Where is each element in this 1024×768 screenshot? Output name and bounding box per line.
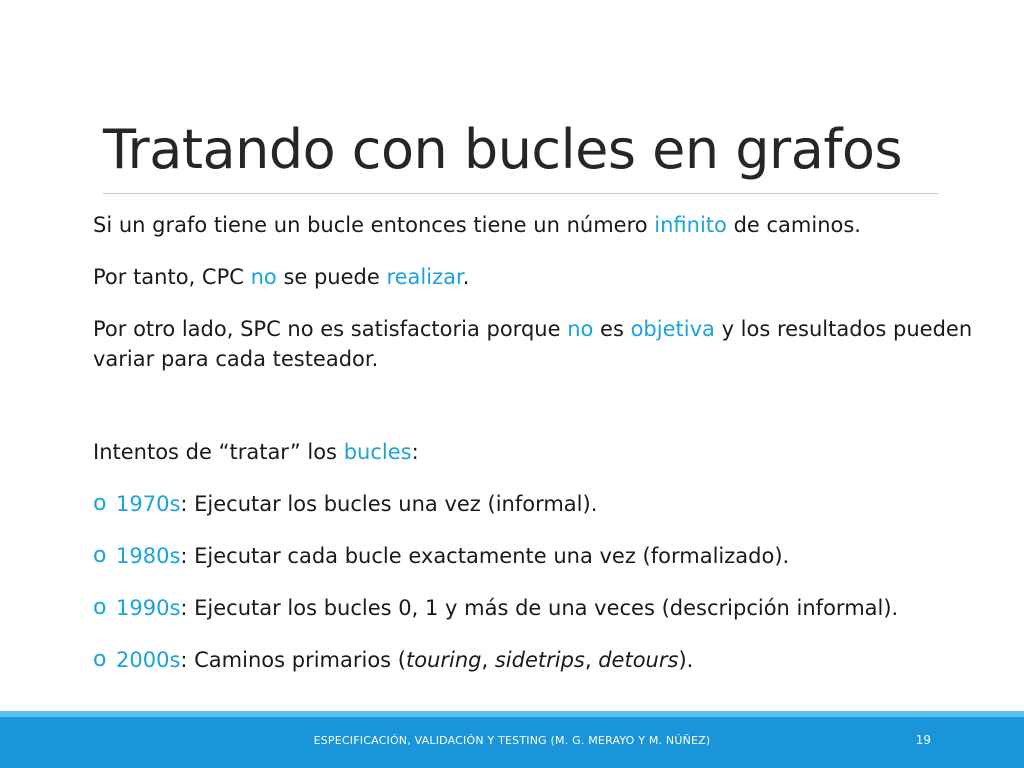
- text-run: es: [593, 317, 631, 341]
- paragraph-infinite-paths: [93, 210, 973, 240]
- highlight-no: no: [250, 265, 277, 289]
- bullet-circle-icon: o: [93, 491, 107, 516]
- highlight-no: no: [567, 317, 594, 341]
- bullet-circle-icon: o: [93, 647, 107, 672]
- slide-title: Tratando con bucles en grafos: [103, 118, 903, 181]
- bullet-circle-icon: o: [93, 595, 107, 620]
- footer-bar: [0, 717, 1024, 768]
- highlight-infinito: infinito: [654, 213, 727, 237]
- text-run: Por otro lado, SPC no es satisfactoria porque: [93, 317, 568, 341]
- text-run: Por tanto, CPC: [93, 265, 251, 289]
- bullet-year: 1990s: [116, 596, 181, 620]
- bullet-text: ,: [481, 648, 495, 672]
- list-item: [93, 541, 973, 571]
- bullet-text: : Ejecutar los bucles una vez (informal).: [180, 492, 598, 516]
- bullet-italic-detours: detours: [598, 648, 679, 672]
- paragraph-attempts: [93, 437, 973, 467]
- text-run: :: [411, 440, 419, 464]
- highlight-bucles: bucles: [343, 440, 412, 464]
- bullet-italic-sidetrips: sidetrips: [494, 648, 585, 672]
- text-run: y los resultados pueden variar para cada testeador.: [93, 317, 973, 371]
- text-run: de caminos.: [726, 213, 861, 237]
- text-run: .: [462, 265, 470, 289]
- bullet-text: : Ejecutar los bucles 0, 1 y más de una veces (descripción informal).: [180, 596, 899, 620]
- bullet-text: : Ejecutar cada bucle exactamente una vez (formalizado).: [180, 544, 790, 568]
- text-run: se puede: [276, 265, 387, 289]
- text-run: Si un grafo tiene un bucle entonces tiene un número: [93, 213, 655, 237]
- title-divider: [103, 193, 938, 194]
- text-run: Intentos de “tratar” los: [93, 440, 344, 464]
- bullet-text: ).: [678, 648, 694, 672]
- spacer: [93, 396, 973, 437]
- highlight-objetiva: objetiva: [630, 317, 715, 341]
- bullet-year: 2000s: [116, 648, 181, 672]
- page-number: 19: [915, 733, 931, 747]
- list-item: [93, 489, 973, 519]
- paragraph-cpc: [93, 262, 973, 292]
- attempts-list: [93, 489, 973, 675]
- paragraph-spc: [93, 314, 973, 374]
- list-item: [93, 645, 973, 675]
- bullet-text: : Caminos primarios (: [180, 648, 406, 672]
- footer-text: ESPECIFICACIÓN, VALIDACIÓN Y TESTING (M. G. MERAYO Y M. NÚÑEZ): [313, 734, 711, 747]
- slide-body: [93, 210, 973, 697]
- bullet-year: 1970s: [116, 492, 181, 516]
- highlight-realizar: realizar: [386, 265, 463, 289]
- bullet-italic-touring: touring: [406, 648, 482, 672]
- list-item: [93, 593, 973, 623]
- bullet-text: ,: [584, 648, 599, 672]
- bullet-year: 1980s: [116, 544, 181, 568]
- bullet-circle-icon: o: [93, 543, 107, 568]
